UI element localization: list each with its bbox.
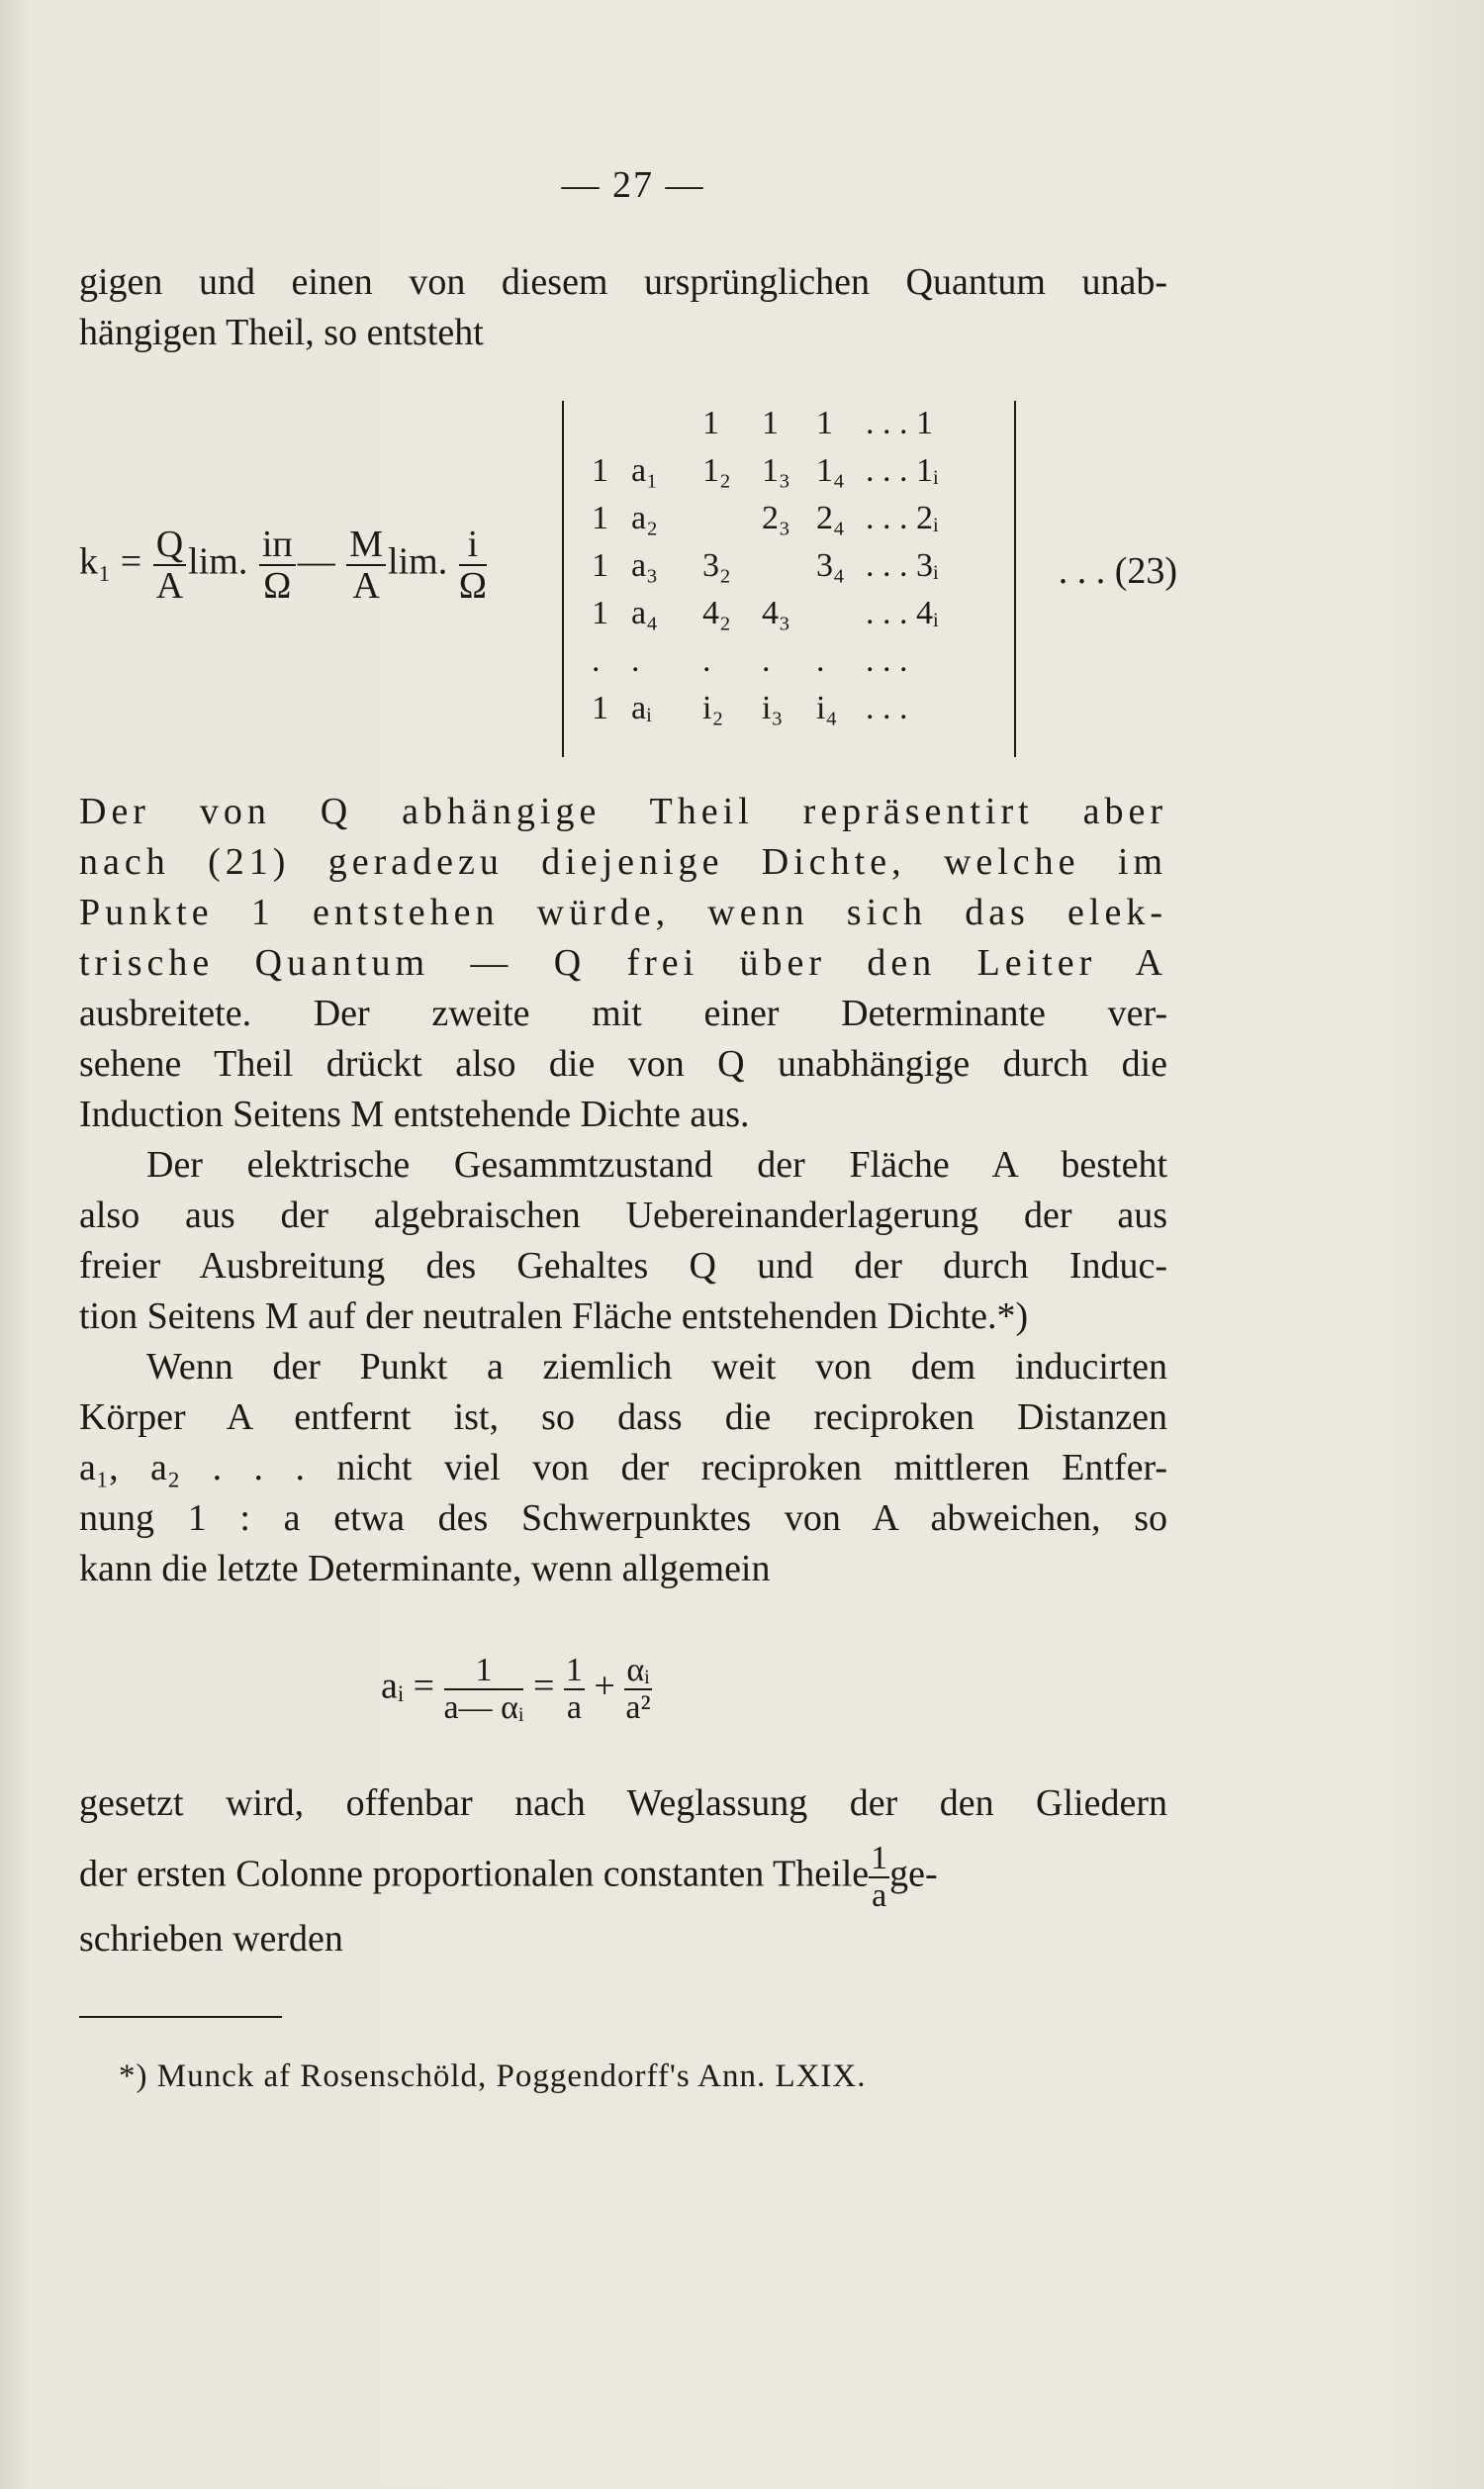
text-line: gigen und einen von diesem ursprünglichen Quantum unab- <box>79 261 1167 303</box>
lim-operator: lim. <box>188 540 248 583</box>
denominator: Ω <box>263 565 292 607</box>
determinant-cell: 1 <box>592 452 608 489</box>
determinant-cell: aᵢ <box>631 690 652 726</box>
determinant-cell: 4₂ <box>702 595 731 631</box>
text-line: also aus der algebraischen Uebereinanderlagerung der aus <box>79 1195 1167 1236</box>
numerator: 1 <box>565 1652 583 1688</box>
determinant-cell: . . . 4ᵢ <box>866 595 939 631</box>
text-line: nach (21) geradezu diejenige Dichte, welche im <box>79 841 1167 883</box>
determinant-cell: a₁ <box>631 452 658 489</box>
equation-ai <box>381 1653 652 1726</box>
determinant-cell: . <box>702 642 711 679</box>
denominator: a— αᵢ <box>443 1689 524 1726</box>
determinant-cell: . . . 1 <box>866 405 933 441</box>
denominator: A <box>352 565 380 607</box>
fraction-i-omega <box>459 525 487 606</box>
determinant <box>562 401 1016 757</box>
denominator: A <box>155 565 184 607</box>
determinant-cell: . . . 3ᵢ <box>866 547 939 584</box>
text-line: a₁, a₂ . . . nicht viel von der reciproken mittleren Entfer- <box>79 1447 1167 1488</box>
k1-symbol: k₁ = <box>79 540 142 583</box>
numerator: 1 <box>871 1840 888 1876</box>
determinant-cell: 1 <box>592 595 608 631</box>
text-line: Körper A entfernt ist, so dass die reciproken Distanzen <box>79 1396 1167 1438</box>
determinant-row <box>564 547 1014 595</box>
text-line: nung 1 : a etwa des Schwerpunktes von A abweichen, so <box>79 1497 1167 1539</box>
numerator: 1 <box>444 1653 524 1690</box>
fraction-ip-omega <box>259 525 296 606</box>
fraction-m-a <box>346 525 386 606</box>
equation-23 <box>79 401 1177 767</box>
text-line: gesetzt wird, offenbar nach Weglassung der den Gliedern <box>79 1782 1167 1824</box>
text-line: tion Seitens M auf der neutralen Fläche entstehenden Dichte.*) <box>79 1295 1029 1337</box>
fraction-1-over-a <box>869 1841 889 1914</box>
text-line: Wenn der Punkt a ziemlich weit von dem inducirten <box>146 1346 1167 1388</box>
determinant-cell: a₂ <box>631 500 658 536</box>
denominator: a <box>566 1689 582 1726</box>
determinant-row <box>564 642 1014 690</box>
text-line: ausbreitete. Der zweite mit einer Determinante ver- <box>79 993 1167 1034</box>
determinant-cell: . . . 1ᵢ <box>866 452 939 489</box>
determinant-cell: 2₃ <box>762 500 790 536</box>
ai-symbol: aᵢ = <box>381 1665 435 1707</box>
footnote: *) Munck af Rosenschöld, Poggendorff's Ann. LXIX. <box>119 2058 867 2094</box>
numerator: αᵢ <box>626 1652 650 1688</box>
numerator: Q <box>153 525 186 566</box>
text-line: schrieben werden <box>79 1918 343 1960</box>
footnote-divider <box>79 2016 282 2018</box>
text-fragment: der ersten Colonne proportionalen constanten Theile <box>79 1853 870 1895</box>
determinant-cell: 3₂ <box>702 547 731 584</box>
text-line: hängigen Theil, so entsteht <box>79 312 484 353</box>
fraction-q-a <box>153 525 186 606</box>
determinant-cell: 1 <box>762 405 779 441</box>
denominator: a <box>872 1877 887 1914</box>
determinant-row <box>564 500 1014 547</box>
page-number: — 27 — <box>561 164 705 206</box>
determinant-row <box>564 690 1014 737</box>
paragraph-point <box>79 1342 1167 1594</box>
numerator: iп <box>259 525 296 566</box>
paragraph-main <box>79 787 1167 1140</box>
plus-sign: + <box>594 1665 615 1707</box>
text-line: Der elektrische Gesammtzustand der Fläche A besteht <box>146 1144 1167 1186</box>
fraction-1-a <box>564 1653 585 1726</box>
determinant-cell: 4₃ <box>762 595 790 631</box>
equals-sign: = <box>532 1665 555 1707</box>
determinant-cell: a₃ <box>631 547 658 584</box>
determinant-cell: . <box>816 642 825 679</box>
determinant-cell: 2₄ <box>816 500 845 536</box>
text-line: Der von Q abhängige Theil repräsentirt aber <box>79 791 1167 832</box>
text-line: freier Ausbreitung des Gehaltes Q und der durch Induc- <box>79 1245 1167 1287</box>
determinant-cell: . . . <box>866 642 908 679</box>
equation-number: . . . (23) <box>1058 550 1177 592</box>
denominator: Ω <box>458 565 487 607</box>
paragraph-end <box>79 1778 1167 1964</box>
determinant-cell: . <box>592 642 601 679</box>
determinant-cell: . . . <box>866 690 908 726</box>
determinant-cell: 1₄ <box>816 452 845 489</box>
determinant-cell: 1 <box>592 547 608 584</box>
determinant-cell: . <box>631 642 640 679</box>
equation-lhs <box>79 525 489 606</box>
determinant-cell: 1 <box>816 405 833 441</box>
lim-operator: lim. <box>388 540 448 583</box>
text-line: Induction Seitens M entstehende Dichte aus. <box>79 1094 750 1135</box>
determinant-cell: 1 <box>592 500 608 536</box>
numerator: i <box>459 525 487 566</box>
determinant-cell: i₄ <box>816 690 838 726</box>
determinant-cell: 1₂ <box>702 452 731 489</box>
minus-sign: — <box>297 540 335 583</box>
paragraph-intro <box>79 257 1167 358</box>
determinant-cell: i₃ <box>762 690 784 726</box>
fraction-1-a-minus-alpha <box>444 1653 524 1726</box>
text-line: kann die letzte Determinante, wenn allgemein <box>79 1548 771 1589</box>
determinant-cell: 1 <box>592 690 608 726</box>
text-line <box>79 1841 1167 1914</box>
determinant-cell: . <box>762 642 771 679</box>
text-line: Punkte 1 entstehen würde, wenn sich das elek- <box>79 892 1167 933</box>
determinant-cell: 3₄ <box>816 547 845 584</box>
determinant-cell: i₂ <box>702 690 724 726</box>
determinant-row <box>564 452 1014 500</box>
text-line: sehene Theil drückt also die von Q unabhängige durch die <box>79 1043 1167 1085</box>
determinant-cell: 1 <box>702 405 719 441</box>
determinant-row <box>564 405 1014 452</box>
denominator: a² <box>625 1689 651 1726</box>
fraction-alpha-a-squared <box>624 1653 651 1726</box>
text-line: trische Quantum — Q frei über den Leiter A <box>79 942 1167 984</box>
determinant-cell: . . . 2ᵢ <box>866 500 939 536</box>
text-fragment: ge- <box>889 1853 938 1895</box>
paragraph-state <box>79 1140 1167 1342</box>
determinant-cell: a₄ <box>631 595 658 631</box>
numerator: M <box>346 525 386 566</box>
determinant-row <box>564 595 1014 642</box>
determinant-cell: 1₃ <box>762 452 790 489</box>
